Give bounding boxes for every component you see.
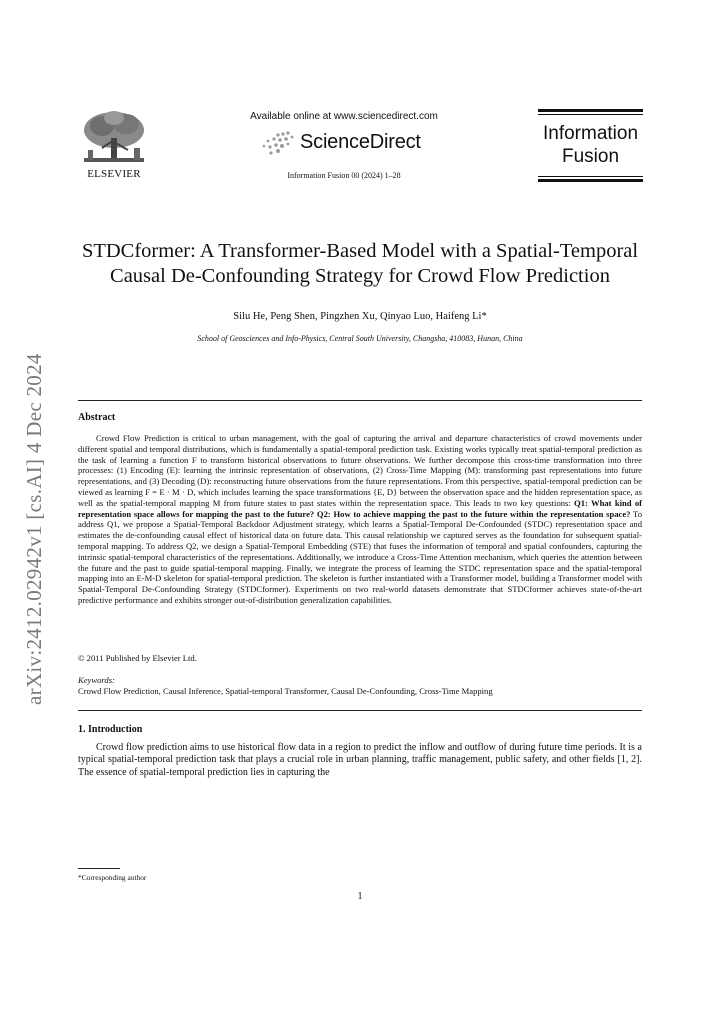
abstract-top-rule [78, 400, 642, 401]
keywords-bottom-rule [78, 710, 642, 711]
sciencedirect-logo [250, 128, 450, 158]
abstract-text [78, 433, 642, 606]
introduction-text: Crowd flow prediction aims to use historical flow data in a region to predict the inflow and outflow of during future time periods. It is a typical spatial-temporal prediction task that plays a crucial role in urban planning, traffic management, public safety, and other fields [1, 2]. The essence of spatial-temporal prediction lies in capturing the [78, 742, 642, 778]
authors: Silu He, Peng Shen, Pingzhen Xu, Qinyao Luo, Haifeng Li* [233, 311, 487, 322]
affiliation: School of Geosciences and Info-Physics, Central South University, Changsha, 410083, Hunan, China [197, 334, 523, 343]
journal-title-line1: Information [542, 123, 639, 144]
available-online-text: Available online at www.sciencedirect.com [250, 111, 438, 122]
journal-title-line2: Fusion [561, 146, 620, 167]
sciencedirect-wordmark: ScienceDirect [300, 131, 421, 153]
footnote: *Corresponding author [78, 873, 147, 882]
arxiv-stamp: arXiv:2412.02942v1 [cs.AI] 4 Dec 2024 [22, 353, 46, 705]
journal-reference: Information Fusion 00 (2024) 1–28 [287, 171, 401, 180]
publisher-name: ELSEVIER [87, 168, 141, 180]
sciencedirect-dots-icon [258, 130, 294, 156]
page-number: 1 [357, 891, 363, 902]
section-heading-introduction: 1. Introduction [78, 724, 143, 735]
paper-title-line1: STDCformer: A Transformer-Based Model with a Spatial-Temporal [81, 240, 639, 262]
paper-title [70, 239, 650, 289]
journal-title-box [538, 109, 643, 183]
abstract-part2: To address Q1, we propose a Spatial-Temporal Backdoor Adjustment strategy, which learns a Spatial-Temporal De-Confounded (STDC) representation space and estimates the de-confounding causal effect of historical data on future data. This causal relationship we captured serves as the foundation for subsequent spatial-temporal mapping. To address Q2, we design a Spatial-Temporal Embedding (STE) that fuses the information of temporal and spatial confounders, capturing the intrinsic spatial-temporal characteristics of the representations. Additionally, we introduce a Cross-Time Attention mechanism, which queries the attention between the future and the past to guide spatial-temporal mapping. Finally, we integrate the process of learning the STDC representation space and the spatial-temporal mapping into an E-M-D skeleton for spatial-temporal prediction. The skeleton is further instantiated with a Transformer model, building a Transformer model with Spatial-Temporal De-Confounding Strategy (STDCformer). Experiments on two real-world datasets demonstrate that STDCformer achieves state-of-the-art predictive performance and exhibits stronger out-of-distribution generalization capabilities. [78, 508, 642, 605]
footnote-rule [78, 868, 120, 869]
abstract-part1: Crowd Flow Prediction is critical to urban management, with the goal of capturing the arrival and departure characteristics of crowd movements under different spatial and temporal distributions, which is fundamentally a spatial-temporal prediction task. Existing works typically treat spatial-temporal prediction as the task of learning a function F to transform historical observations to future observations. We further decompose this cross-time transformation into three processes: (1) Encoding (E): learning the intrinsic representation of observations, (2) Cross-Time Mapping (M): transforming past representations into future representations, and (3) Decoding (D): reconstructing future observations from the future representations. From this perspective, spatial-temporal prediction can be viewed as learning F = E · M · D, which includes learning the space transformations {E, D} between the observation space and the hidden representation space, as well as the spatial-temporal mapping M from future states to past states within the representation space. This leads to two key questions: [78, 433, 642, 508]
copyright: © 2011 Published by Elsevier Ltd. [78, 653, 197, 663]
elsevier-tree-logo [74, 108, 154, 168]
paper-title-line2: Causal De-Confounding Strategy for Crowd Flow Prediction [110, 265, 610, 287]
abstract-questions: Q1: What kind of representation space allows for mapping the past to the future? Q2: How to achieve mapping the past to the future within the representation space? [78, 497, 642, 519]
keywords: Crowd Flow Prediction, Causal Inference, Spatial-temporal Transformer, Causal De-Confounding, Cross-Time Mapping [78, 686, 493, 696]
keywords-label: Keywords: [78, 675, 115, 685]
abstract-heading: Abstract [78, 412, 116, 423]
